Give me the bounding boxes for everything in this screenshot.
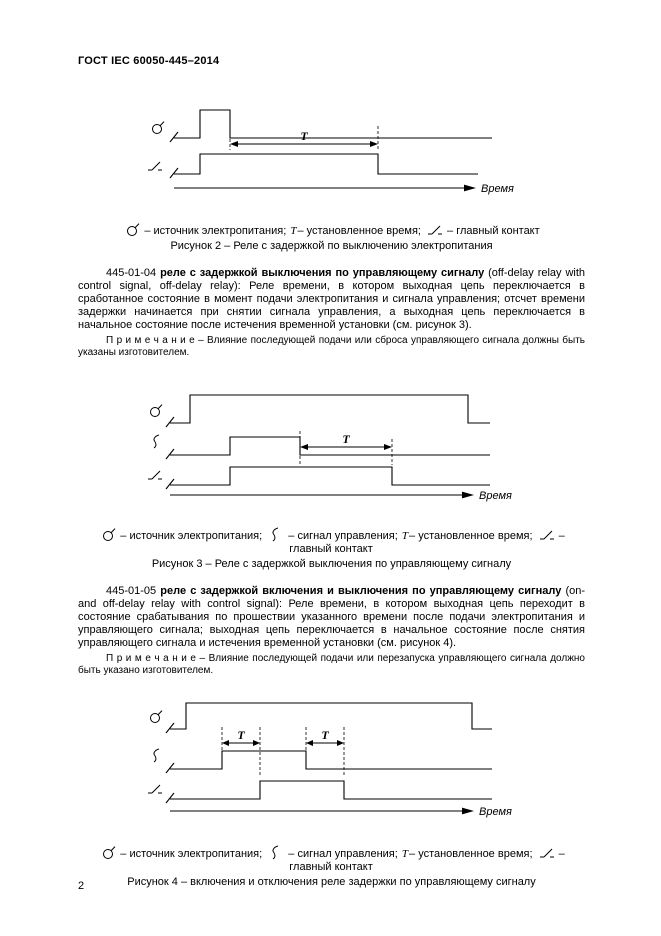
note-label: П р и м е ч а н и е: [106, 335, 195, 346]
figure-2-legend: [97, 222, 567, 238]
control-trace: [170, 751, 492, 769]
set-time-label: T: [320, 728, 329, 742]
note-label: П р и м е ч а н и е: [106, 653, 196, 664]
break-mark: [170, 168, 178, 178]
contact-trace: [170, 467, 490, 485]
legend-time-text: – установленное время;: [409, 848, 533, 860]
main-contact-icon: [540, 845, 555, 860]
figure-3-title: Рисунок 3 – Реле с задержкой выключения по управляющему сигналу: [151, 558, 512, 570]
main-contact-icon: [428, 222, 443, 237]
figure-4-diagram: [142, 691, 522, 821]
page-content: [78, 55, 585, 889]
set-time-label: T: [341, 432, 350, 446]
break-mark: [166, 417, 174, 427]
break-mark: [166, 449, 174, 459]
legend-time-symbol: T: [401, 530, 409, 542]
arrowhead: [384, 444, 392, 450]
term-title: реле с задержкой выключения по управляющему сигналу: [160, 267, 485, 279]
term-445-01-05: [78, 585, 585, 650]
power-trace: [174, 110, 492, 138]
power-source-icon: [101, 527, 116, 542]
term-445-01-04: [78, 267, 585, 332]
arrowhead: [300, 444, 308, 450]
legend-time-text: – установленное время;: [409, 530, 533, 542]
term-445-01-04-note: [78, 335, 585, 359]
term-definition: Реле времени, в котором выходная цепь переходит в состояние срабатывания по прошествии указанного времени после подачи электропитания и управляющего сигнала; выходная цепь переключается в начальное состояние после снятия управляющего сигнала и истечения временной установки (см. рисунок 4).: [78, 598, 585, 649]
contact-trace: [170, 781, 492, 799]
break-mark: [170, 132, 178, 142]
arrowhead: [230, 141, 238, 147]
term-english: (off-delay relay with control signal, off-delay relay):: [78, 267, 586, 292]
arrowhead: [253, 740, 260, 746]
arrowhead: [337, 740, 344, 746]
term-number: 445-01-04: [106, 267, 157, 279]
power-trace: [170, 395, 490, 423]
legend-control-text: – сигнал управления;: [288, 530, 398, 542]
power-source-icon: [150, 711, 162, 723]
figure-3-diagram: [142, 379, 522, 503]
power-source-icon: [125, 222, 140, 237]
legend-power-text: – источник электропитания;: [144, 225, 287, 237]
note-text: – Влияние последующей подачи или перезапуска управляющего сигнала должно быть указано изготовителем.: [78, 653, 585, 676]
axis-arrowhead: [462, 808, 474, 815]
set-time-label: T: [236, 728, 245, 742]
time-axis-label: Время: [480, 183, 514, 195]
figure-2-diagram: [142, 98, 522, 198]
control-signal-icon: [154, 435, 159, 448]
legend-time-symbol: T: [401, 848, 409, 860]
document-header: ГОСТ IEC 60050-445–2014: [78, 55, 220, 67]
main-contact-icon: [148, 471, 162, 479]
figure-2: [78, 98, 585, 253]
main-contact-icon: [148, 785, 162, 793]
power-source-icon: [150, 405, 162, 417]
control-signal-icon: [154, 749, 159, 762]
power-source-icon: [101, 845, 116, 860]
break-mark: [166, 793, 174, 803]
figure-4-legend: [97, 845, 567, 874]
legend-contact-text: – главный контакт: [289, 530, 565, 555]
control-signal-icon: [269, 527, 284, 542]
term-english: (on- and off-delay relay with control signal):: [78, 585, 586, 610]
break-mark: [166, 479, 174, 489]
term-number: 445-01-05: [106, 585, 157, 597]
arrowhead: [306, 740, 313, 746]
control-trace: [170, 437, 490, 455]
legend-time-symbol: T: [290, 225, 297, 237]
figure-2-title: Рисунок 2 – Реле с задержкой по выключению электропитания: [170, 240, 493, 252]
figure-4-title: Рисунок 4 – включения и отключения реле задержки по управляющему сигналу: [127, 876, 536, 888]
term-definition: Реле времени, в котором выходная цепь переключается в сработанное состояние в момент подачи электропитания и сигнала управления; отсчет времени задержки начинается при снятии сигнала управления, а выходная цепь переключается в начальное состояние после истечения временной установки (см. рисунок 3).: [78, 280, 585, 331]
time-axis-label: Время: [478, 806, 512, 818]
legend-time-text: – установленное время;: [297, 225, 421, 237]
term-445-01-05-note: [78, 653, 585, 677]
set-time-label: T: [299, 129, 308, 143]
arrowhead: [222, 740, 229, 746]
legend-contact-text: – главный контакт: [447, 225, 540, 237]
main-contact-icon: [540, 527, 555, 542]
legend-power-text: – источник электропитания;: [120, 530, 263, 542]
break-mark: [166, 763, 174, 773]
figure-3-legend: [97, 527, 567, 556]
legend-power-text: – источник электропитания;: [120, 848, 263, 860]
arrowhead: [370, 141, 378, 147]
term-title: реле с задержкой включения и выключения по управляющему сигналу: [160, 585, 562, 597]
legend-contact-text: – главный контакт: [289, 848, 565, 873]
axis-arrowhead: [462, 492, 474, 499]
power-source-icon: [152, 122, 164, 134]
axis-arrowhead: [464, 185, 476, 192]
note-text: – Влияние последующей подачи или сброса управляющего сигнала должны быть указаны изготовителем.: [78, 335, 586, 358]
break-mark: [166, 723, 174, 733]
figure-3: [78, 379, 585, 571]
power-trace: [170, 703, 492, 729]
page-number: 2: [78, 880, 85, 892]
legend-control-text: – сигнал управления;: [288, 848, 398, 860]
time-axis-label: Время: [478, 490, 512, 502]
control-signal-icon: [269, 845, 284, 860]
figure-4: [78, 691, 585, 889]
contact-trace: [174, 154, 478, 174]
main-contact-icon: [148, 162, 162, 170]
